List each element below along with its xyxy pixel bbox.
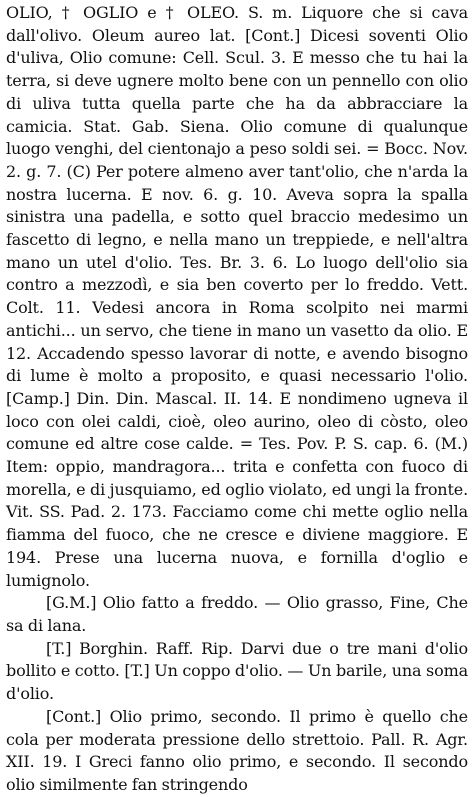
entry-paragraph-main: OLIO, † OGLIO e † OLEO. S. m. Liquore che si cava dall'olivo. Oleum aureo lat. [Cont.] Dicesi soventi Olio d'uliva, Olio comune: Cell. Scul. 3. E messo che tu hai la terra, si deve ugnere molto bene con un pennello con olio di uliva tutta quella parte che ha da abbracciare la camicia. Stat. Gab. Siena. Olio comune di qualunque luogo venghi, del cientonajo a peso soldi sei. = Bocc. Nov. 2. g. 7. (C) Per potere almeno aver tant'olio, che n'arda la nostra lucerna. E nov. 6. g. 10. Aveva sopra la spalla sinistra una padella, e sotto quel braccio medesimo un fascetto di legno, e nella mano un treppiede, e nell'altra mano un utel d'olio. Tes. Br. 3. 6. Lo luogo dell'olio sia contro a mezzodì, e sia ben coverto per lo freddo. Vett. Colt. 11. Vedesi ancora in Roma scolpito nei marmi antichi... un servo, che tiene in mano un vasetto da olio. E 12. Accadendo spesso lavorar di notte, e avendo bisogno di lume è molto a proposito, e quasi necessario l'olio. [Camp.] Din. Din. Mascal. II. 14. E nondimeno ugneva il loco con olei caldi, cioè, oleo aurino, oleo di còsto, oleo comune ed altre cose calde. = Tes. Pov. P. S. cap. 6. (M.) Item: oppio, mandragora... trita e confetta con fuoco di morella, e di jusquiamo, ed oglio violato, ed ungi la fronte. Vit. SS. Pad. 2. 173. Facciamo come chi mette oglio nella fiamma del fuoco, che ne cresce e diviene maggiore. E 194. Prese una lucerna nuova, e fornilla d'oglio e lumignolo.: [6, 3, 468, 590]
entry-paragraph-cont: [Cont.] Olio primo, secondo. Il primo è quello che cola per moderata pressione dello strettoio. Pall. R. Agr. XII. 19. I Greci fanno olio primo, e secondo. Il secondo olio similmente fan stringendo: [6, 706, 468, 794]
entry-paragraph-t: [T.] Borghin. Raff. Rip. Darvi due o tre mani d'olio bollito e cotto. [T.] Un coppo d'olio. — Un barile, una soma d'olio.: [6, 638, 468, 704]
entry-paragraph-gm: [G.M.] Olio fatto a freddo. — Olio grasso, Fine, Che sa di lana.: [6, 593, 468, 635]
